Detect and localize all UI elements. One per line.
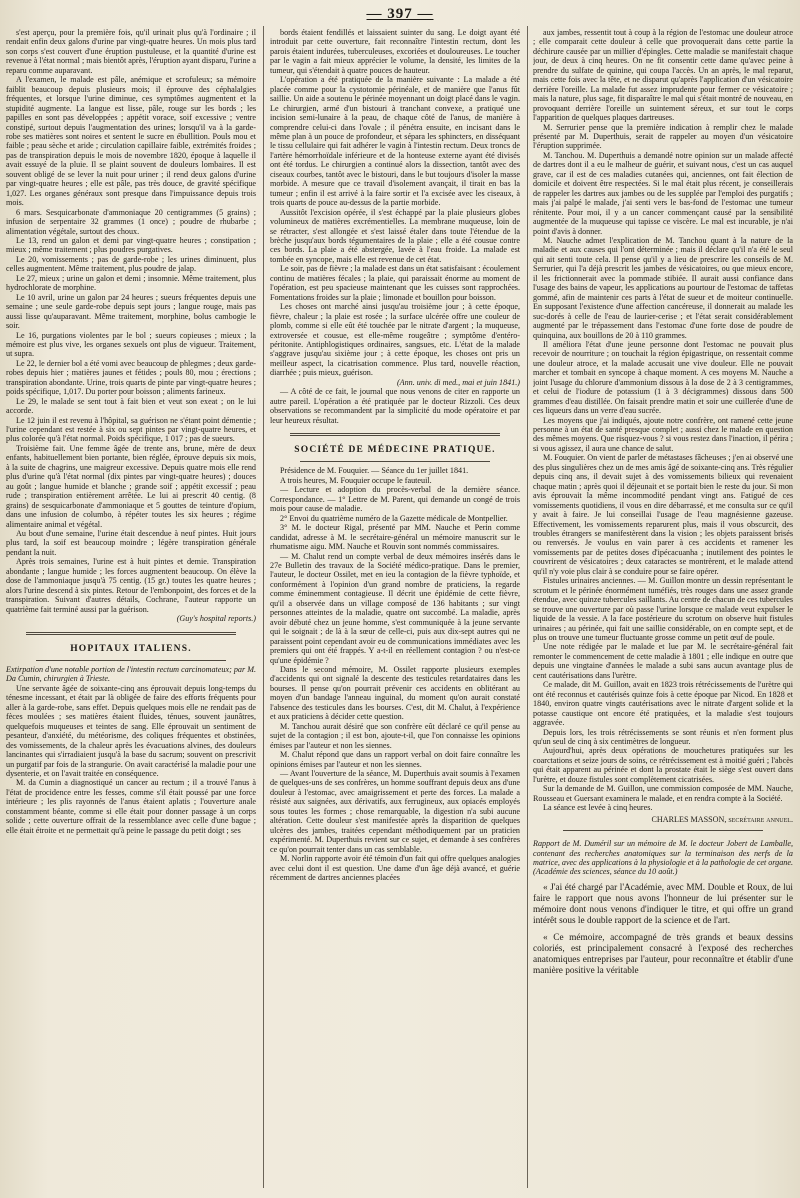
page-number: — 397 —	[366, 6, 434, 22]
paragraph: A l'examen, le malade est pâle, anémique et scrofuleux; sa mémoire faiblit beaucoup depuis plusieurs mois; il éprouve des céphalalgies fréquentes, et lorsque l'urine diminue, ces symptômes augmentent et la stupidité augmente. La langue est lisse, pâle, rouge sur les bords ; les papilles en sont pas développées ; appétit vorace, soif excessive ; ventre constipé, surtout depuis l'augmentation des urines; lorsqu'il va à la garde-robe ses matières sont noires et sentent le sucre en ébullition. Pouls mou et faible ; peau sèche et aride ; circulation capillaire faible, extrémités froides ; pas de transpiration depuis le mois de novembre 1820, époque à laquelle il avait essuyé de la pluie. Il se plaint souvent de douleurs lombaires. Il est souvent obligé de se lever la nuit pour uriner ; il rend deux galons d'urine par vingt-quatre heures ; elle est pâle, pas très douce, de gravité spécifique 1,027. Les organes généraux sont presque dans l'impuissance depuis trois mois.	[6, 75, 256, 208]
paragraph: Le 27, mieux ; urine un galon et demi ; insomnie. Même traitement, plus hydrochlorate de morphine.	[6, 273, 256, 293]
column-1	[6, 28, 256, 1188]
paragraph: Le 12 juin il est revenu à l'hôpital, sa guérison ne s'étant point démentie ; l'urine cependant est restée à six ou sept pintes par vingt-quatre heures, et plus colorée qu'à l'état normal. Poids spécifique, 1 017 ; pas de sueurs.	[6, 415, 256, 444]
column-2	[270, 28, 520, 1188]
section-divider	[26, 632, 236, 635]
source-citation: (Guy's hospital reports.)	[176, 614, 256, 624]
column-3	[533, 28, 793, 1188]
session-line: Présidence de M. Fouquier. — Séance du 1er juillet 1841.	[280, 466, 469, 476]
paragraph: aux jambes, ressentit tout à coup à la région de l'estomac une douleur atroce ; elle comparait cette douleur à celle que provoquerait dans cette partie la déchirure causée par un millier d'épingles. Cette maladie se manifestait chaque jour, de deux à cinq heures. On ne fit consentir cette dame qu'avec peine à prendre du sulfate de quinine, qui coupa l'accès. Un an après, le mal reparut, mais cette fois avec la tête, et ne disparut qu'après l'application d'un vésicatoire derrière l'oreille. La malade fut assez imprudente pour fermer ce vésicatoire ; mais la nature, plus sage, fit disparaître le mal qui s'était montré de nouveau, en provoquant derrière l'oreille un suintement séreux, et sur tout le corps l'apparition de quelques plaques dartreuses.	[533, 28, 793, 123]
paragraph: Le 16, purgations violentes par le bol ; sueurs copieuses ; mieux ; la mémoire est plus vive, les organes sexuels ont plus de vigueur. Traitement, ut supra.	[6, 330, 256, 359]
paragraph: 3° M. le docteur Rigal, présenté par MM. Nauche et Perin comme candidat, adresse à M. le secrétaire-général un mémoire manuscrit sur le rhumatisme aigu. MM. Nauche et Rouvin sont nommés commissaires.	[270, 523, 520, 552]
section-divider	[563, 830, 763, 831]
paragraph: Fistules urinaires anciennes. — M. Guillon montre un dessin représentant le scrotum et le périnée énormément tuméfiés, très rouges dans une assez grande étendue, avec quinze tubercules saillants. Au centre de chacun de ces tubercules se trouve une ouverture par où passe l'urine lorsque ce malade veut expulser le liquide de la vessie. A la face postérieure du scrotum on observe huit fistules urinaires ; au périnée, qui fait une saillie considérable, on en compte sept, et de plus on trouve une tumeur fluctuante grosse comme un petit œuf de poule.	[533, 576, 793, 642]
paragraph: Après trois semaines, l'urine est à huit pintes et demie. Transpiration abondante ; langue humide ; les forces augmentent beaucoup. On élève la dose de l'ammoniaque jusqu'à 75 centig. (15 gr.) toutes les quatre heures ; alors l'urine descend à six pintes. Retour de l'embonpoint, des forces et de la transpiration. Suivant d'autres détails, Cochrane, l'auteur rapporte un quatrième fait terminé aussi par la guérison.	[6, 557, 256, 614]
paragraph: M. Nauche admet l'explication de M. Tanchou quant à la nature de la maladie et aux causes qui l'ont déterminée ; mais il déclare qu'il n'a été le seul qui ait senti toute cela. Il pense qu'il y a lieu de prescrire les conseils de M. Serrurier, qui l'a déjà prescrit les jambes de vésicatoires, ou que mieux encore, il les frictionnerait avec la pommade stibiée. Il aurait aussi confiance dans l'usage des bains de vapeur, les applications au pourtour de l'estomac de taffetas gommé, afin de maintenir ces parts à l'état de sueur et de moiteur continuelle. En supposant l'existence d'une affection cancéreuse, il donnerait au malade les suc-dorés à celle de l'eau de laurier-cerise ; et l'état serait considérablement augmenté par le trépassement dans l'estomac d'une forte dose de poudre de quinquina, aux bouillons de 20 à 110 grammes.	[533, 235, 793, 340]
paragraph: Aussitôt l'excision opérée, il s'est échappé par la plaie plusieurs globes volumineux de matières excrémentielles. La membrane muqueuse, loin de se rétracter, s'est allongée et s'est laissé étaler dans toute l'étendue de la brèche jusqu'aux bords tégumentaires de la plaie ; elle a été cousue contre ces bords. La plaie a été abstergée, lavée à l'eau froide. La malade est tombée en syncope, mais elle est revenue de cet état.	[270, 207, 520, 264]
paragraph: M. Tanchou aurait désiré que son confrère eût déclaré ce qu'il pense au sujet de la contagion ; il est bon, ajoute-t-il, que l'on connaisse les opinions émises par l'auteur et non les siennes.	[270, 721, 520, 750]
section-divider	[290, 433, 500, 436]
paragraph: Le 13, rend un galon et demi par vingt-quatre heures ; constipation ; mieux ; même traitement ; plus poudres purgatives.	[6, 235, 256, 255]
paragraph: Le 22, le dernier bol a été vomi avec beaucoup de phlegmes ; deux garde-robes depuis hier ; matières jaunes et fétides ; pouls 80, mou ; érections ; transpiration abondante. Urine, trois quarts de pinte par vingt-quatre heures ; poids spécifique, 1,017. Du porter pour boisson ; aliments farineux.	[6, 358, 256, 397]
paragraph: Il améliora l'état d'une jeune personne dont l'estomac ne pouvait plus recevoir de nourriture ; on touchait la région épigastrique, on ressentait comme une douleur atroce, et la malade accusait une vive douleur. Elle ne pouvait marcher et tombait en syncope à chaque moment. A ces moyens M. Nauche a joint l'usage du chlorure d'ammonium dissous à la dose de 2 à 3 centigrammes, et celui de l'iodure de potassium (1 à 3 décigrammes) dissous dans 500 grammes d'eau distillée. On faisait prendre matin et soir une cuillerée d'une de ces liqueurs dans un verre d'eau sucrée.	[533, 339, 793, 416]
paragraph: Le 10 avril, urine un galon par 24 heures ; sueurs fréquentes depuis une semaine ; une seule garde-robe depuis sept jours ; langue rouge, mais pas aussi lisse qu'auparavant. Même traitement, morphine, bolus cambogie le soir.	[6, 292, 256, 331]
paragraph: — A côté de ce fait, le journal que nous venons de citer en rapporte un autre pareil. L'opération a été pratiquée par le docteur Rizzoli. Ces deux observations se recommandent par la simplicité du mode opératoire et par leur heureux résultat.	[270, 387, 520, 425]
paragraph: Aujourd'hui, après deux opérations de mouchetures pratiquées sur les coarctations et seize jours de soins, ce rétrécissement est à moitié guéri ; l'abcès qui était apparent au périnée et dont la prostate était le siège s'est ouvert dans l'urètre, et douze fistules sont complètement cicatrisées.	[533, 746, 793, 784]
article-title: Extirpation d'une notable portion de l'intestin rectum carcinomateux; par M. Da Cumin, chirurgien à Trieste.	[6, 665, 256, 684]
paragraph: L'opération a été pratiquée de la manière suivante : La malade a été placée comme pour la cystotomie périnéale, et de manière que l'anus fût saillie. Un aide a soutenu le périnée moyennant un doigt placé dans le vagin. Le chirurgien, armé d'un bistouri à tranchant convexe, a pratiqué une incision semi-lunaire à la peau, de chaque côté de l'anus, de manière à comprendre celui-ci dans l'ovale ; il pénétra ensuite, en incisant dans le même plan à un pouce de profondeur, et sépara les sphincters, en disséquant le tissu cellulaire qui fait adhérer le vagin à l'intestin rectum. Deux troncs de l'artère hémorrhoïdale inférieure et de la honteuse externe ayant été divisés ont été tordus. Le chirurgien a continué alors la dissection, tantôt avec des ciseaux courbes, tantôt avec le bistouri, dans le but toujours d'isoler la masse morbide. A mesure que ce travail d'isolement avançait, il tirait en bas la tumeur ; enfin il est arrivé à la faire sortir et l'a excisée avec les ciseaux, à trois quarts de pouce au-dessus de la partie morbide.	[270, 75, 520, 208]
paragraph: Ce malade, dit M. Guillon, avait en 1823 trois rétrécissements de l'urètre qui ont été reconnus et cautérisés quinze fois à cette époque par Nicod. En 1828 et 1840, environ quatre vingts cautérisations avec le nitrate d'argent solide et la potasse caustique ont encore été pratiquées, et la maladie s'est toujours aggravée.	[533, 680, 793, 728]
paragraph: M. Norlin rapporte avoir été témoin d'un fait qui offre quelques analogies avec celui dont il est question. Une dame d'un âge déjà avancé, et guérie récemment de dartres anciennes placées	[270, 854, 520, 882]
secretary-signature: CHARLES MASSON, secrétaire annuel.	[651, 814, 793, 824]
heading-rule	[300, 461, 490, 462]
paragraph: — Lecture et adoption du procès-verbal de la dernière séance. Correspondance. — 1° Lettre de M. Parent, qui demande un congé de trois mois pour cause de maladie.	[270, 485, 520, 514]
source-citation: (Ann. univ. di med., mai et juin 1841.)	[396, 377, 520, 387]
paragraph: — Avant l'ouverture de la séance, M. Duperthuis avait soumis à l'examen de quelques-uns de ses confrères, un homme souffrant depuis deux ans d'une douleur à l'estomac, avec amaigrissement et perte des forces. La malade a résisté aux saignées, aux dérivatifs, aux ferrugineux, aux opiacés employés sous toutes les formes ; chose remarquable, la digestion n'a subi aucune altération. Cette douleur s'est manifestée après la disparition de quelques ulcères des jambes, traitées cependant méthodiquement par un praticien expérimenté. M. Duperthuis revient sur ce sujet, et demande à ses confrères ce qu'on pourrait tenter dans un cas semblable.	[270, 768, 520, 854]
paragraph: « J'ai été chargé par l'Académie, avec MM. Double et Roux, de lui faire le rapport que nous avons l'honneur de lui présenter sur le mémoire dont nous venons d'indiquer le titre, et qui offre un grand intérêt sous le double rapport de la science et de l'art.	[533, 882, 793, 926]
paragraph: — M. Chalut rend un compte verbal de deux mémoires insérés dans le 27e Bulletin des travaux de la Société médico-pratique. Dans le premier, l'auteur, le docteur Ossilet, met en ieu la contagion de la fièvre typhoïde, et conformément à l'opinion d'un grand nombre de praticiens, la regarde comme éminemment contagieuse. Il décrit une épidémie de cette fièvre, qu'il a observée dans un village composé de 136 habitants ; sur vingt personnes atteintes de la maladie, quatre ont succombé. La maladie, après avoir débuté chez un jeune homme, s'est communiquée à la jeune servante qui le soignait ; de là à la sœur de celle-ci, puis aux dix-sept autres qui ne paraissent point cependant avoir eu de communications immédiates avec les premiers qui ont été frappés. Y a-t-il en réellement contagion ? ou n'est-ce qu'une épidémie ?	[270, 551, 520, 665]
paragraph: Une servante âgée de soixante-cinq ans éprouvait depuis long-temps du ténesme incessant, et était par là obligée de faire des efforts fréquents pour aller à la garde-robe, sans effet. Depuis quelques mois elle ne rendait pas de fèces moulées ; ses matières étaient fluides, ténues, souvent jaunâtres, quelquefois muqueuses et teintes de sang. Elle éprouvait un sentiment de pesanteur, d'anxiété, du météorisme, des coliques fréquentes et obstinées, des vomissements, de la chaleur après les évacuations alvines, des douleurs lancinantes qui s'irradiaient jusqu'à la base du sacrum; souvent on prescrivit un purgatif par fois de la strangurie. On avait caractérisé la maladie pour une dysenterie, et on l'avait traitée en conséquence.	[6, 683, 256, 778]
paragraph: Sur la demande de M. Guillon, une commission composée de MM. Nauche, Rousseau et Guersant examinera le malade, et en rendra compte à la Société.	[533, 784, 793, 803]
paragraph: bords étaient fendillés et laissaient suinter du sang. Le doigt ayant été introduit par cette ouverture, fait reconnaître l'intestin rectum, dont les parois étaient indurées, tuberculeuses, excoriées et douloureuses. Le toucher par le vagin a fait mieux apprécier le volume, la densité, les limites de la tumeur, qui s'étendait à quatre pouces de hauteur.	[270, 28, 520, 75]
paragraph: « Ce mémoire, accompagné de très grands et beaux dessins coloriés, est principalement consacré à l'exposé des recherches anatomiques entreprises par l'auteur, pour reconnaître et établir d'une manière positive la véritable	[533, 932, 793, 976]
paragraph: 2° Envoi du quatrième numéro de la Gazette médicale de Montpellier.	[280, 513, 508, 523]
paragraph: Les moyens que j'ai indiqués, ajoute notre confrère, ont ramené cette jeune personne à un état de santé presque complet ; aussi chez le malade en question des mêmes moyens. Que risquez-vous ? si vous restez dans l'inaction, il périra ; si vous agissez, il aura une chance de salut.	[533, 415, 793, 453]
report-title: Rapport de M. Duméril sur un mémoire de M. le docteur Jobert de Lamballe, contenant des recherches anatomiques sur la terminaison des nerfs de la matrice, avec des applications à la physiologie et à la pathologie de cet organe. (Académie des sciences, séance du 10 août.)	[533, 839, 793, 877]
paragraph: M. Serrurier pense que la première indication à remplir chez le malade présenté par M. Duperthuis, serait de rappeler au moyen d'un vésicatoire l'éruption supprimée.	[533, 122, 793, 151]
paragraph: M. Tanchou. M. Duperthuis a demandé notre opinion sur un malade affecté de dartres dont il a eu le malheur de guérir, et suivant nous, c'est un cas auquel grave, car il est de ces maladies cutanées qui, anciennes, ont fait élection de domicile et doivent être respectées. Si le mal était plus récent, je conseillerais de rappeler les dartres aux jambes ou de les supplée par l'emploi des purgatifs ; mais j'ai palpé le malade, j'ai senti vers le bas-fond de l'estomac une tumeur rénitente. Pour moi, il y a un cancer commençant causé par la sensibilité augmentée de la muqueuse qui tapisse ce viscère. Le mal est incurable, je n'ai point d'avis à donner.	[533, 150, 793, 236]
section-heading: SOCIÉTÉ DE MÉDECINE PRATIQUE.	[294, 445, 496, 456]
paragraph: Le 20, vomissements ; pas de garde-robe ; les urines diminuent, plus celles augmentent. Même traitement, plus poudre de jalap.	[6, 254, 256, 274]
paragraph: Les choses ont marché ainsi jusqu'au troisième jour ; à cette époque, fièvre, chaleur ; la plaie est rosée ; la surface ulcérée offre une couleur de plomb, comme si elle eût été touchée par le nitrate d'argent ; la muqueuse, extroversée et cousue, est elle-même rougeâtre ; symptôme d'entéro-péritonite. Antiphlogistiques ordinaires, sangsues, etc. L'état de la malade s'aggrave jusqu'au sixième jour ; à cette époque, les choses ont pris un meilleur aspect, la cicatrisation commence. Plus tard, nouvelle réaction, diarrhée ; puis mieux, guérison.	[270, 302, 520, 378]
paragraph: Une note rédigée par le malade et lue par M. le secrétaire-général fait remonter le commencement de cette maladie à 1801 ; elle indique en outre que depuis une vingtaine d'années le malade a subi sans aucun avantage plus de cent cautérisations dans l'urètre.	[533, 642, 793, 680]
column-rule	[263, 26, 264, 1188]
paragraph: La séance est levée à cinq heures.	[543, 803, 653, 813]
heading-rule	[36, 660, 226, 661]
section-heading: HOPITAUX ITALIENS.	[70, 643, 192, 654]
paragraph: M. da Cumin a diagnostiqué un cancer au rectum ; il a trouvé l'anus à l'état de procidence entre les fesses, comme s'il était poussé par une force intérieure ; les plis rayonnés de l'anus étaient aplatis ; l'ouverture anale constamment béante, comme si elle était pour donner passage à un corps solide ; cette ouverture offrait de la ressemblance avec celle d'une bague ; elle était étroite et ne permettait qu'à peine le passage du petit doigt ; ses	[6, 778, 256, 835]
paragraph: Troisième fait. Une femme âgée de trente ans, brune, mère de deux enfants, habituellement bien portante, bien réglée, éprouve depuis six mois, à la suite de chagrins, une maigreur excessive. Depuis quatre mois elle rend plus d'urine qu'à l'état normal (dix pintes par vingt-quatre heures) ; douces au goût ; langue humide et blanche ; grande soif ; appétit excessif ; peau rude ; transpiration entièrement arrêtée. Le lui ai prescrit 40 centig. (8 grains) de sesquicarbonate d'ammoniaque et 5 gouttes de teinture d'opium, dans une infusion de columbo, à répéter toutes les six heures ; régime alimentaire animal et végétal.	[6, 443, 256, 529]
paragraph: Le 29, le malade se sent tout à fait bien et veut son exeat ; on le lui accorde.	[6, 396, 256, 416]
paragraph: Depuis lors, les trois rétrécissements se sont réunis et n'en forment plus qu'un seul de cinq à six centimètres de longueur.	[533, 727, 793, 746]
paragraph: Dans le second mémoire, M. Ossilet rapporte plusieurs exemples d'accidents qui ont signalé la descente des testicules retardataires dans les bourses. Il pense qu'on pourrait prévenir ces accidents en oblitérant au moyen d'un bandage l'anneau inguinal, du moment qu'on aurait constaté l'absence des testicules dans les bourses. C'est, dit M. Chalut, à l'expérience et aux praticiens à décider cette question.	[270, 665, 520, 722]
paragraph: 6 mars. Sesquicarbonate d'ammoniaque 20 centigrammes (5 grains) ; infusion de serpentaire 32 grammes (1 once) ; poudre de rhubarbe ; alimentation végétale, surtout des choux.	[6, 207, 256, 236]
paragraph: A trois heures, M. Fouquier occupe le fauteuil.	[280, 475, 432, 485]
paragraph: Le soir, pas de fièvre ; la malade est dans un état satisfaisant : écoulement continu de matières fécales ; la plaie, qui paraissait énorme au moment de l'opération, est peu spacieuse maintenant que les cuisses sont rapprochées. Fomentations froides sur la plaie ; limonade et bouillon pour boisson.	[270, 264, 520, 302]
column-rule	[527, 26, 528, 1188]
paragraph: s'est aperçu, pour la première fois, qu'il urinait plus qu'à l'ordinaire ; il rendait enfin deux galons d'urine par vingt-quatre heures. Un mois plus tard son corps s'est couvert d'une éruption pustuleuse, et la quantité d'urine est revenue à l'état normal ; mais bientôt après, l'éruption ayant disparu, l'urine a reparu comme auparavant.	[6, 28, 256, 75]
paragraph: M. Fouquier. On vient de parler de métastases fâcheuses ; j'en ai observé une des plus singulières chez un de mes amis âgé de soixante-cinq ans. Très régulier depuis cinq ans, il devait sujet à des vomissements bilieux qui revenaient chaque matin ; après quoi il déjeunait et se portait bien le reste du jour. Si mon avis éprouvait la même incommodité pendant vingt ans. Fatigué de ces vomissements quotidiens, il vous en dire débarrassé, et me consulta sur ce qu'il y avait à faire. Je lui conseillai l'usage de l'eau magnésienne gazeuse. Effectivement, les vomissements reparurent plus, mais il vous obscurcit, des troubles étrangers se manifestèrent dans la vision ; les objets paraissent brisés ou renversés. Je voulus en vain parer à ces accidents et ramener les vomissements par de petites doses d'ipécacuanha ; inutilement des pointes le couvrirent de vésicatoires ; deux cataractes se montrèrent, et le malade attend qu'il n'y voie plus clair à se conduire pour se faire opérer.	[533, 453, 793, 576]
paragraph: M. Chalut répond que dans un rapport verbal on doit faire connaître les opinions émises par l'auteur et non les siennes.	[270, 750, 520, 769]
paragraph: Au bout d'une semaine, l'urine était descendue à neuf pintes. Huit jours plus tard, la soif est beaucoup moindre ; légère transpiration générale pendant la nuit.	[6, 529, 256, 557]
